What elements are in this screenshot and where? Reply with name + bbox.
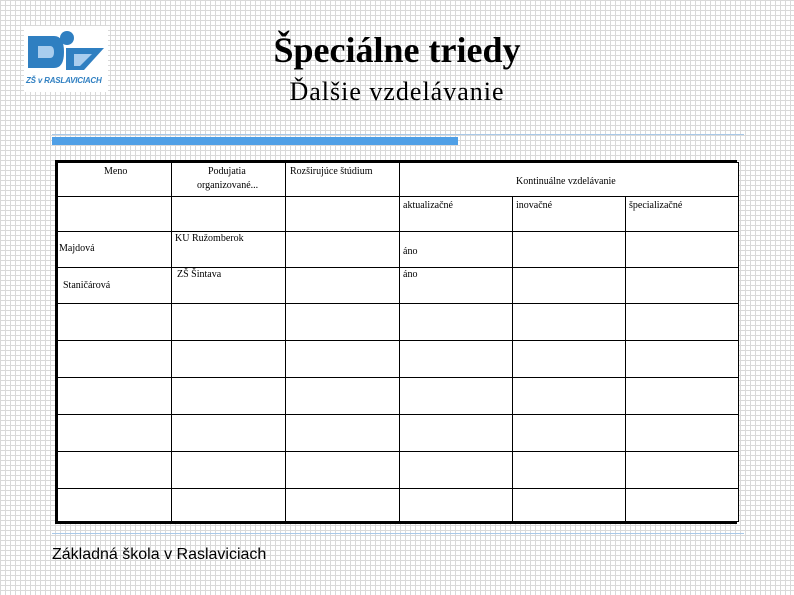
row2-aktualizacne-cell (399, 267, 513, 304)
subheader-aktualizacne: aktualizačné (403, 200, 453, 211)
subheader-blank-rozsirujuce (285, 196, 400, 232)
empty-cell (171, 488, 286, 522)
empty-cell (399, 414, 513, 452)
row1-specializacne-cell (625, 231, 739, 268)
subheader-inovacne: inovačné (516, 200, 553, 211)
empty-cell (512, 451, 626, 489)
empty-cell (57, 451, 172, 489)
header-podujatia-line2: organizované... (197, 180, 259, 191)
bottom-divider (52, 533, 744, 534)
row1-rozsirujuce-cell (285, 231, 400, 268)
header-rozsirujuce: Rozširujúce štúdium (290, 166, 373, 177)
row2-rozsirujuce-cell (285, 267, 400, 304)
page-title: Špeciálne triedy (273, 30, 521, 70)
empty-cell (625, 340, 739, 378)
empty-cell (399, 488, 513, 522)
empty-cell (57, 377, 172, 415)
empty-cell (512, 303, 626, 341)
empty-cell (512, 488, 626, 522)
subheader-cell-specializacne (625, 196, 739, 232)
empty-cell (625, 414, 739, 452)
row2-meno-cell (57, 267, 172, 304)
header-cell-podujatia (171, 162, 286, 197)
subheader-cell-inovacne (512, 196, 626, 232)
empty-cell (625, 451, 739, 489)
empty-cell (512, 414, 626, 452)
row1-podujatia: KU Ružomberok (175, 233, 244, 244)
empty-cell (285, 488, 400, 522)
empty-cell (57, 340, 172, 378)
header-kontinualne: Kontinuálne vzdelávanie (516, 176, 616, 187)
subheader-blank-podujatia (171, 196, 286, 232)
empty-cell (171, 303, 286, 341)
header-podujatia-line1: Podujatia (208, 166, 246, 177)
row2-specializacne-cell (625, 267, 739, 304)
empty-cell (171, 451, 286, 489)
header-cell-rozsirujuce (285, 162, 400, 197)
empty-cell (171, 377, 286, 415)
subheader-cell-aktualizacne (399, 196, 513, 232)
page-subtitle: Ďalšie vzdelávanie (289, 77, 505, 106)
logo-text: ZŠ v RASLAVICIACH (26, 76, 102, 85)
row2-podujatia: ZŠ Šintava (177, 269, 222, 280)
empty-cell (285, 340, 400, 378)
row1-inovacne-cell (512, 231, 626, 268)
row1-meno-cell (57, 231, 172, 268)
row1-aktualizacne-cell (399, 231, 513, 268)
footer-school-name: Základná škola v Raslaviciach (52, 546, 267, 563)
row2-inovacne-cell (512, 267, 626, 304)
empty-cell (57, 488, 172, 522)
accent-bar (52, 137, 458, 145)
row2-aktualizacne: áno (403, 269, 418, 280)
empty-cell (625, 488, 739, 522)
empty-cell (512, 340, 626, 378)
subheader-blank-meno (57, 196, 172, 232)
row1-podujatia-cell (171, 231, 286, 268)
empty-cell (171, 340, 286, 378)
empty-cell (171, 414, 286, 452)
top-divider (52, 134, 744, 135)
empty-cell (285, 414, 400, 452)
row1-meno: Majdová (59, 243, 95, 254)
header-cell-kontinualne (399, 162, 739, 197)
education-table (55, 160, 737, 524)
empty-cell (625, 303, 739, 341)
empty-cell (285, 303, 400, 341)
empty-cell (399, 340, 513, 378)
empty-cell (399, 377, 513, 415)
empty-cell (285, 451, 400, 489)
empty-cell (57, 303, 172, 341)
header-meno: Meno (104, 166, 128, 177)
subheader-specializacne: špecializačné (629, 200, 683, 211)
row2-podujatia-cell (171, 267, 286, 304)
empty-cell (399, 303, 513, 341)
row2-meno: Staničárová (63, 280, 111, 291)
empty-cell (399, 451, 513, 489)
empty-cell (285, 377, 400, 415)
row1-aktualizacne: áno (403, 246, 418, 257)
empty-cell (512, 377, 626, 415)
empty-cell (625, 377, 739, 415)
header-cell-meno (57, 162, 172, 197)
empty-cell (57, 414, 172, 452)
